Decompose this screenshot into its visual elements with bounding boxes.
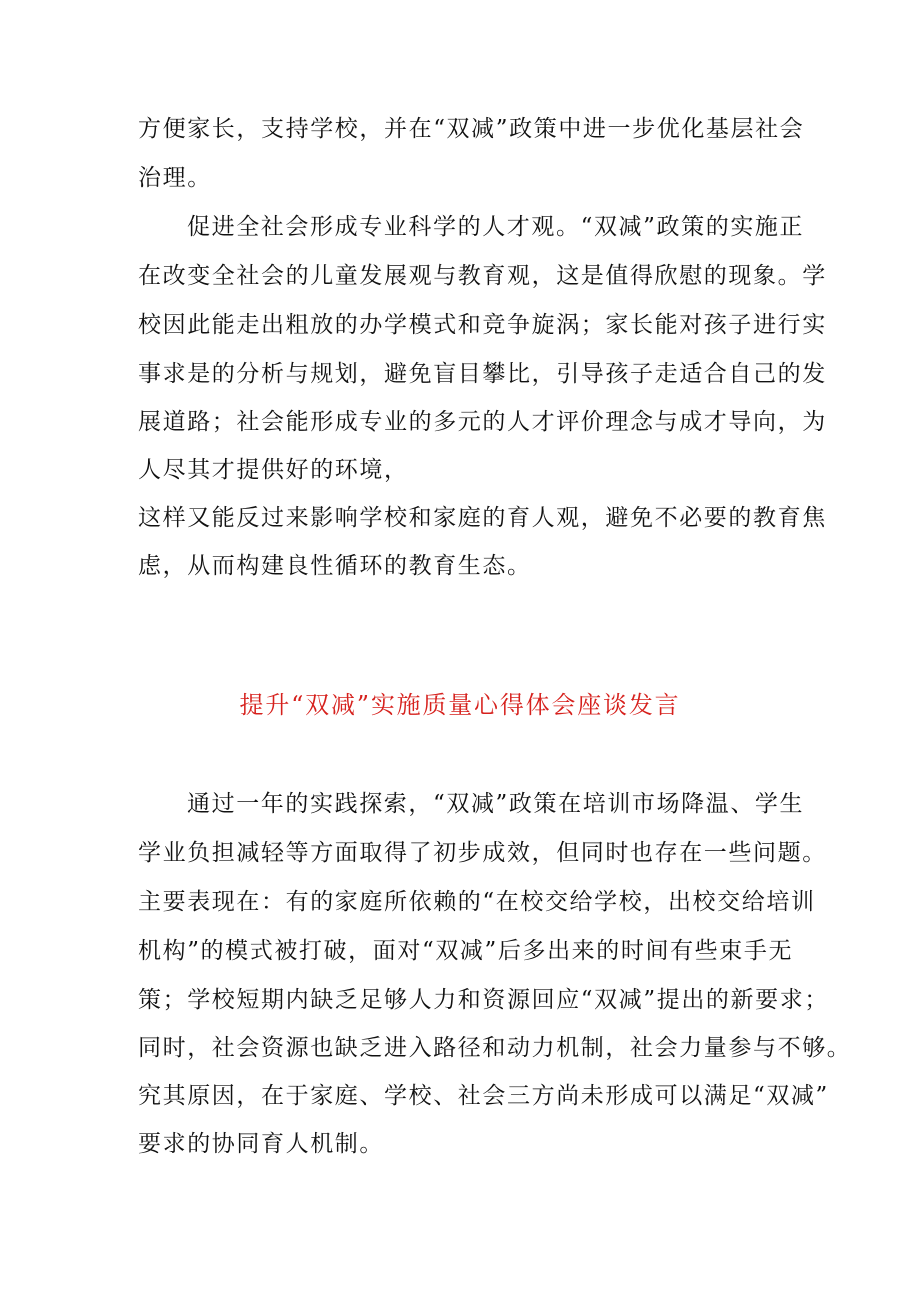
text-line: 究其原因，在于家庭、学校、社会三方尚未形成可以满足“双减” bbox=[138, 1083, 829, 1109]
text-line: 校因此能走出粗放的办学模式和竞争旋涡；家长能对孩子进行实 bbox=[138, 312, 827, 338]
text-line: 促进全社会形成专业科学的人才观。“双减”政策的实施正 bbox=[187, 214, 805, 240]
text-line: 学业负担减轻等方面取得了初步成效，但同时也存在一些问题。 bbox=[138, 840, 827, 866]
text-line: 同时，社会资源也缺乏进入路径和动力机制，社会力量参与不够。 bbox=[138, 1035, 852, 1061]
text-line: 治理。 bbox=[138, 165, 212, 191]
text-line: 通过一年的实践探索，“双减”政策在培训市场降温、学生 bbox=[187, 791, 805, 817]
text-line: 虑，从而构建良性循环的教育生态。 bbox=[138, 553, 532, 579]
text-line: 展道路；社会能形成专业的多元的人才评价理念与成才导向，为 bbox=[138, 409, 827, 435]
text-line: 在改变全社会的儿童发展观与教育观，这是值得欣慰的现象。学 bbox=[138, 263, 827, 289]
text-line: 事求是的分析与规划，避免盲目攀比，引导孩子走适合自己的发 bbox=[138, 361, 827, 387]
text-line: 主要表现在：有的家庭所依赖的“在校交给学校，出校交给培训 bbox=[138, 889, 816, 915]
text-line: 要求的协同育人机制。 bbox=[138, 1131, 384, 1157]
text-line: 人尽其才提供好的环境， bbox=[138, 457, 409, 483]
text-line: 这样又能反过来影响学校和家庭的育人观，避免不必要的教育焦 bbox=[138, 505, 827, 531]
text-line: 策；学校短期内缺乏足够人力和资源回应“双减”提出的新要求； bbox=[138, 987, 829, 1013]
text-line: 机构”的模式被打破，面对“双减”后多出来的时间有些束手无 bbox=[138, 938, 794, 964]
text-line: 方便家长，支持学校，并在“双减”政策中进一步优化基层社会 bbox=[138, 116, 805, 142]
section-title: 提升“双减”实施质量心得体会座谈发言 bbox=[239, 691, 681, 719]
